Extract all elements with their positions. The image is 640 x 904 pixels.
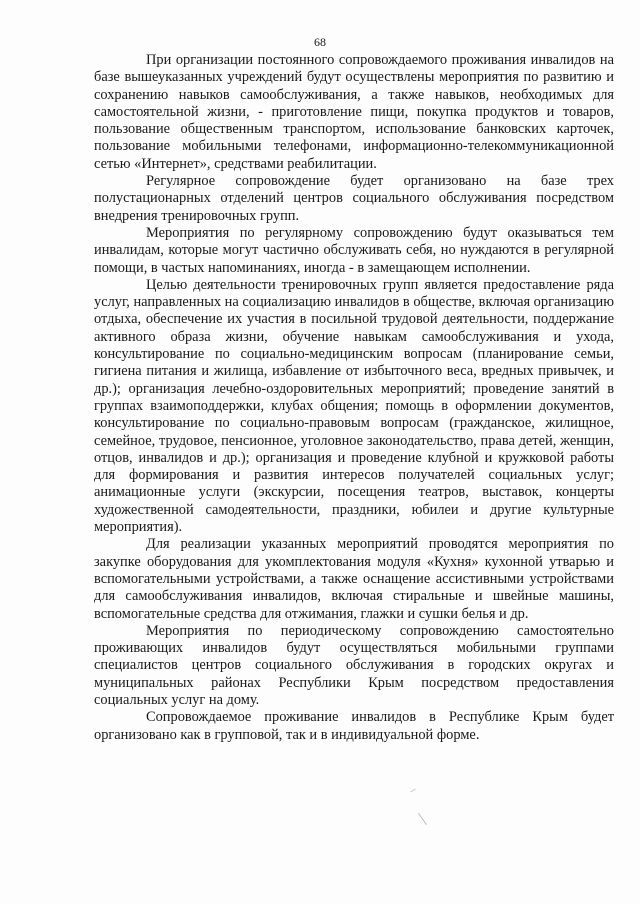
paragraph-regular-support-base: Регулярное сопровождение будет организовано на базе трех полустационарных отделений центров социального обслуживания посредством внедрения тренировочных групп. [94, 173, 614, 224]
paragraph-permanent-residence: При организации постоянного сопровождаемого проживания инвалидов на базе вышеуказанных учреждений будут осуществлены мероприятия по развитию и сохранению навыков самообслуживания, а также навыков, необходимых для самостоятельной жизни, - приготовление пищи, покупка продуктов и товаров, пользование общественным транспортом, использование банковских карточек, пользование мобильными телефонами, информационно-телекоммуникационной сетью «Интернет», средствами реабилитации. [94, 52, 614, 172]
paragraph-equipment-procurement: Для реализации указанных мероприятий проводятся мероприятия по закупке оборудования для укомплектования модуля «Кухня» кухонной утварью и вспомогательными устройствами, а также оснащение ассистивными устройствами для самообслуживания инвалидов, включая стиральные и швейные машины, вспомогательные средства для отжимания, глажки и сушки белья и др. [94, 536, 614, 622]
document-body [94, 52, 614, 744]
paragraph-regular-support-recipients: Мероприятия по регулярному сопровождению будут оказываться тем инвалидам, которые могут частично обслуживать себя, но нуждаются в регулярной помощи, в частых напоминаниях, иногда - в замещающем исполнении. [94, 224, 614, 276]
paragraph-training-groups-goals: Целью деятельности тренировочных групп является предоставление ряда услуг, направленных на социализацию инвалидов в обществе, включая организацию отдыха, обеспечение их участия в посильной трудовой деятельности, поддержание активного образа жизни, обучение навыкам самообслуживания и ухода, консультирование по социально-медицинским вопросам (планирование семьи, гигиена питания и жилища, избавление от избыточного веса, вредных привычек, и др.); организация лечебно-оздоровительных мероприятий; проведение занятий в группах взаимоподдержки, клубах общения; помощь в оформлении документов, консультирование по социально-правовым вопросам (гражданское, жилищное, семейное, трудовое, пенсионное, уголовное законодательство, права детей, женщин, отцов, инвалидов и др.); организация и проведение клубной и кружковой работы для формирования и развития интересов получателей социальных услуг; анимационные услуги (экскурсии, посещения театров, выставок, концерты художественной самодеятельности, праздники, юбилеи и другие культурные мероприятия). [94, 276, 614, 536]
scan-speck [410, 789, 416, 793]
page-number: 68 [314, 35, 326, 49]
scan-speck [418, 813, 427, 825]
paragraph-forms-of-residence: Сопровождаемое проживание инвалидов в Республике Крым будет организовано как в групповой, так и в индивидуальной форме. [94, 709, 614, 743]
paragraph-periodic-support: Мероприятия по периодическому сопровождению самостоятельно проживающих инвалидов будут осуществляться мобильными группами специалистов центров социального обслуживания в городских округах и муниципальных районах Республики Крым посредством предоставления социальных услуг на дому. [94, 622, 614, 708]
